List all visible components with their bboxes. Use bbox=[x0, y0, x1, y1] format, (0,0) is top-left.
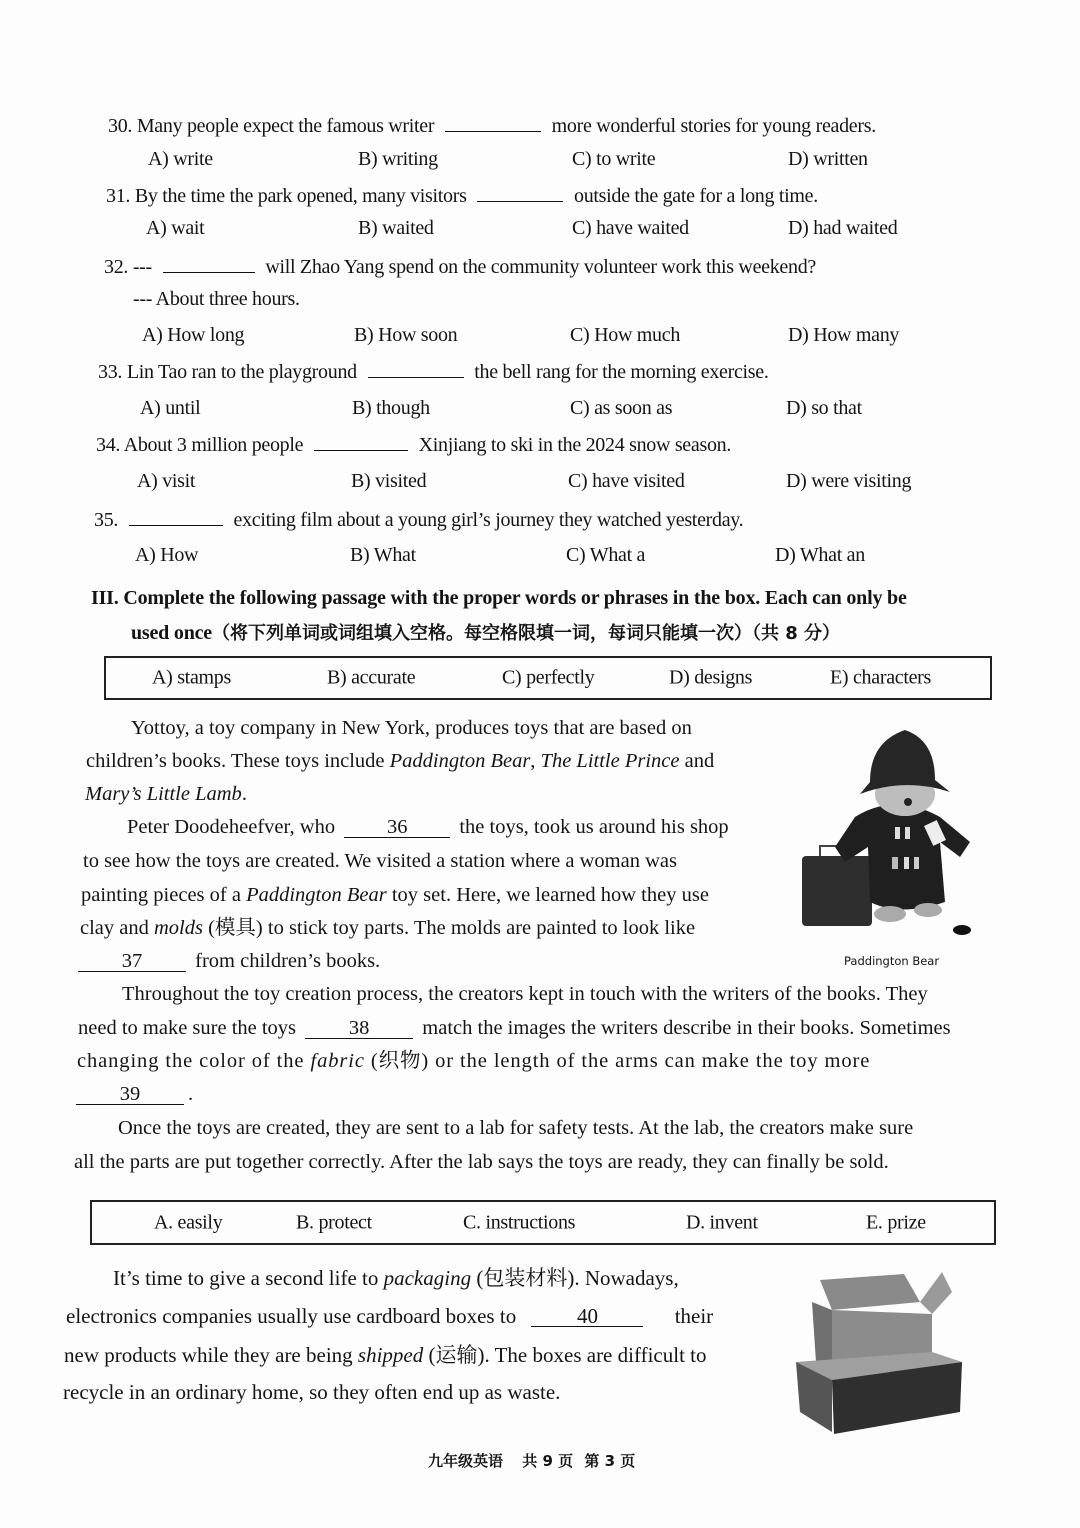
blank-39: 39 bbox=[76, 1084, 184, 1105]
text: (运输). The boxes are difficult to bbox=[423, 1343, 707, 1367]
passage-line: recycle in an ordinary home, so they often end up as waste. bbox=[63, 1380, 561, 1404]
option-a: A) How bbox=[135, 544, 199, 566]
section-3-heading-line2 bbox=[131, 619, 840, 645]
page-footer bbox=[428, 1450, 635, 1471]
question-31 bbox=[106, 183, 818, 208]
option-a: A) until bbox=[140, 397, 201, 419]
question-number: 30. bbox=[108, 115, 133, 137]
option-a: A) How long bbox=[142, 324, 245, 346]
word-option-a: A. easily bbox=[154, 1211, 223, 1233]
passage-line bbox=[78, 945, 380, 978]
book-title: Paddington Bear bbox=[389, 750, 531, 772]
book-title: The Little Prince bbox=[540, 750, 680, 772]
passage-line bbox=[127, 811, 729, 844]
text: Peter Doodeheefver, who bbox=[127, 816, 336, 838]
passage-line bbox=[81, 879, 709, 912]
passage-line bbox=[66, 1300, 713, 1333]
footer-total-pages: 共 9 页 bbox=[522, 1452, 574, 1470]
word-option-d: D. invent bbox=[686, 1211, 758, 1233]
paddington-bear-image bbox=[800, 722, 980, 947]
option-d: D) How many bbox=[788, 324, 900, 346]
question-number: 35. bbox=[94, 509, 119, 531]
section-3-instructions-zh: （将下列单词或词组填入空格。每空格限填一词，每词只能填一次）（共 8 分） bbox=[211, 623, 841, 644]
question-text: exciting film about a young girl’s journey they watched yesterday. bbox=[233, 509, 744, 531]
question-text: Lin Tao ran to the playground bbox=[126, 361, 357, 383]
text: It’s time to give a second life to bbox=[113, 1266, 384, 1290]
word-option-b: B. protect bbox=[296, 1211, 372, 1233]
word-option-c: C. instructions bbox=[463, 1211, 576, 1233]
passage-line bbox=[78, 1012, 951, 1045]
option-d: D) were visiting bbox=[786, 470, 912, 492]
passage-line bbox=[85, 778, 247, 811]
text: match the images the writers describe in their books. Sometimes bbox=[422, 1017, 951, 1039]
blank-40: 40 bbox=[531, 1306, 643, 1327]
option-b: B) waited bbox=[358, 217, 434, 239]
blank-38: 38 bbox=[305, 1018, 413, 1039]
footer-page-number: 第 3 页 bbox=[584, 1452, 636, 1470]
blank-36: 36 bbox=[344, 817, 450, 838]
passage-line: Throughout the toy creation process, the creators kept in touch with the writers of the books. They bbox=[122, 983, 928, 1005]
option-b: B) writing bbox=[358, 148, 438, 170]
passage-line: Once the toys are created, they are sent to a lab for safety tests. At the lab, the creators make sure bbox=[118, 1117, 914, 1139]
text: need to make sure the toys bbox=[78, 1017, 297, 1039]
question-number: 34. bbox=[96, 434, 121, 456]
text: children’s books. These toys include bbox=[86, 750, 390, 772]
word-option-e: E. prize bbox=[866, 1211, 926, 1233]
text: clay and bbox=[80, 917, 154, 939]
option-a: A) wait bbox=[146, 217, 205, 239]
book-title: Mary’s Little Lamb bbox=[85, 783, 242, 805]
question-text: the bell rang for the morning exercise. bbox=[474, 361, 769, 383]
option-b: B) visited bbox=[351, 470, 427, 492]
word-option-c: C) perfectly bbox=[502, 666, 595, 689]
footer-subject: 九年级英语 bbox=[428, 1452, 504, 1470]
question-text: About 3 million people bbox=[123, 434, 304, 456]
question-number: 32. bbox=[104, 256, 129, 278]
option-d: D) had waited bbox=[788, 217, 898, 239]
text: their bbox=[674, 1304, 714, 1328]
answer-blank bbox=[129, 507, 223, 526]
option-b: B) How soon bbox=[354, 324, 458, 346]
question-text: outside the gate for a long time. bbox=[574, 185, 818, 207]
text: changing the color of the bbox=[77, 1050, 311, 1072]
answer-blank bbox=[445, 113, 541, 132]
text: (模具) to stick toy parts. The molds are painted to look like bbox=[202, 917, 696, 939]
section-3-heading: III. Complete the following passage with the proper words or phrases in the box. Each can only be bbox=[91, 587, 907, 609]
word-option-a: A) stamps bbox=[152, 666, 231, 689]
option-d: D) What an bbox=[775, 544, 865, 566]
option-a: A) write bbox=[148, 148, 213, 170]
passage-line bbox=[77, 1045, 870, 1078]
option-c: C) have waited bbox=[572, 217, 689, 239]
question-text: By the time the park opened, many visitors bbox=[134, 185, 467, 207]
text: (包装材料). Nowadays, bbox=[471, 1266, 679, 1290]
passage-line bbox=[113, 1262, 679, 1295]
text: the toys, took us around his shop bbox=[459, 816, 729, 838]
passage-line bbox=[76, 1078, 193, 1111]
option-c: C) How much bbox=[570, 324, 681, 346]
word-option-b: B) accurate bbox=[327, 666, 416, 689]
text: . bbox=[188, 1083, 194, 1105]
option-b: B) though bbox=[352, 397, 430, 419]
question-number: 33. bbox=[98, 361, 123, 383]
option-c: C) as soon as bbox=[570, 397, 673, 419]
question-32-reply: --- About three hours. bbox=[133, 288, 300, 310]
option-c: C) to write bbox=[572, 148, 656, 170]
term: fabric bbox=[310, 1050, 365, 1072]
term: packaging bbox=[383, 1266, 472, 1290]
question-dash: --- bbox=[132, 256, 152, 278]
question-35 bbox=[94, 507, 743, 532]
answer-blank bbox=[477, 183, 563, 202]
text: and bbox=[679, 750, 715, 772]
term: shipped bbox=[357, 1343, 424, 1367]
word-box-2 bbox=[90, 1200, 996, 1245]
answer-blank bbox=[314, 432, 408, 451]
question-text: Many people expect the famous writer bbox=[136, 115, 435, 137]
question-text: Xinjiang to ski in the 2024 snow season. bbox=[418, 434, 732, 456]
text: (织物) or the length of the arms can make the toy more bbox=[364, 1050, 871, 1072]
term: molds bbox=[154, 917, 203, 939]
passage-line: all the parts are put together correctly. After the lab says the toys are ready, they can finally be sold. bbox=[74, 1151, 889, 1173]
option-c: C) have visited bbox=[568, 470, 685, 492]
answer-blank bbox=[163, 254, 255, 273]
passage-line: Yottoy, a toy company in New York, produces toys that are based on bbox=[131, 717, 692, 739]
question-30 bbox=[108, 113, 876, 138]
question-32 bbox=[104, 254, 816, 279]
text: from children’s books. bbox=[195, 950, 381, 972]
book-title: Paddington Bear bbox=[246, 884, 387, 906]
option-d: D) so that bbox=[786, 397, 862, 419]
passage-line bbox=[80, 912, 695, 945]
option-c: C) What a bbox=[566, 544, 646, 566]
option-b: B) What bbox=[350, 544, 416, 566]
cardboard-boxes-image bbox=[792, 1262, 967, 1437]
question-33 bbox=[98, 359, 769, 384]
text: . bbox=[241, 783, 247, 805]
word-option-d: D) designs bbox=[669, 666, 753, 689]
image-caption: Paddington Bear bbox=[844, 954, 940, 968]
word-option-e: E) characters bbox=[830, 666, 932, 689]
blank-37: 37 bbox=[78, 951, 186, 972]
passage-line bbox=[86, 745, 714, 778]
passage-line: to see how the toys are created. We visited a station where a woman was bbox=[83, 850, 677, 872]
option-d: D) written bbox=[788, 148, 868, 170]
section-3-heading-en: used once bbox=[131, 622, 212, 644]
word-box-1 bbox=[104, 656, 992, 700]
option-a: A) visit bbox=[137, 470, 196, 492]
text: toy set. Here, we learned how they use bbox=[386, 884, 709, 906]
question-text: more wonderful stories for young readers. bbox=[551, 115, 876, 137]
text: painting pieces of a bbox=[81, 884, 247, 906]
text: electronics companies usually use cardboard boxes to bbox=[66, 1304, 517, 1328]
question-34 bbox=[96, 432, 731, 457]
text: new products while they are being bbox=[64, 1343, 358, 1367]
passage-line bbox=[64, 1339, 706, 1372]
question-number: 31. bbox=[106, 185, 131, 207]
text: , bbox=[530, 750, 541, 772]
question-text: will Zhao Yang spend on the community volunteer work this weekend? bbox=[265, 256, 816, 278]
answer-blank bbox=[368, 359, 464, 378]
